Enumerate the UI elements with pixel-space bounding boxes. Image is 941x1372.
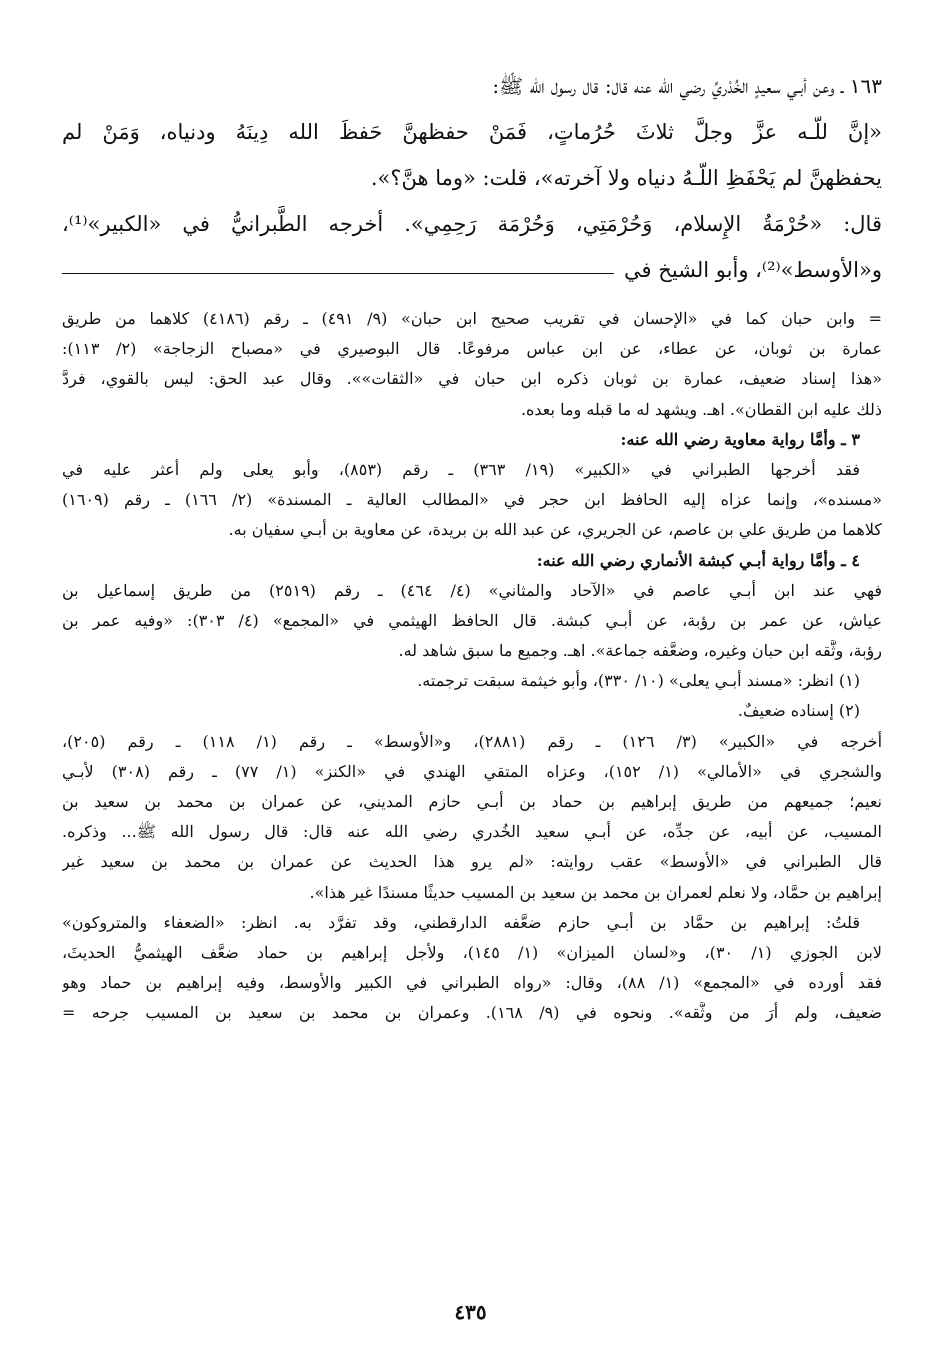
footnote-line: «هذا إسناد ضعيف، عمارة بن ثوبان ذكره ابن حبان في «الثقات»». وقال عبد الحق: ليس بالقوي، فردَّ [62,369,882,389]
page-number: ٤٣٥ [454,1300,487,1324]
footnote-line: = وابن حبان كما في «الإحسان في تقريب صحيح ابن حبان» (٩/ ٤٩١) ـ رقم (٤١٨٦) كلاهما من طريق [62,309,882,328]
footnote-line: «مسنده»، وإنما عزاه إليه الحافظ ابن حجر في «المطالب العالية ـ المسندة» (٢/ ١٦٦) ـ رقم (١٦٠٩) [62,490,882,510]
footnote-line: قلتُ: إبراهيم بن حمَّاد بن أبـي حازم ضعَّفه الدارقطني، وقد تفرَّد به. انظر: «الضعفاء والمتروكون» [62,912,860,932]
book-page [62,70,882,1360]
footnote-line: أخرجه في «الكبير» (٣/ ١٢٦) ـ رقم (٢٨٨١)، و«الأوسط» ـ رقم (١/ ١١٨) ـ رقم (٢٠٥)، [62,731,882,751]
footnote-line: فهي عند ابن أبـي عاصم في «الآحاد والمثاني» (٤/ ٤٦٤) ـ رقم (٢٥١٩) من طريق إسماعيل بن [62,580,882,600]
footnote-line: المسيب، عن أبيه، عن جدِّه، عن أبـي سعيد الخُدري رضي الله عنه قال: قال رسول الله ﷺ... وذكره. [62,822,882,842]
footnote-line: ذلك عليه ابن القطان». اهـ. ويشهد له ما قبله وما بعده. [520,399,882,419]
main-line-text: و«الأوسط»⁽²⁾، وأبو الشيخ في [624,258,882,282]
footnote-line: فقد أخرجها الطبراني في «الكبير» (١٩/ ٣٦٣) ـ رقم (٨٥٣)، وأبو يعلى ولم أعثر عليه في [62,459,861,479]
continuation-rule [62,273,614,274]
main-line: يحفظهنَّ لم يَحْفَظِ اللّـهُ دنياه ولا آخرته»، قلت: «وما هنَّ؟». [370,166,882,190]
main-line-last [62,254,882,286]
footnote-line: كلاهما من طريق علي بن عاصم، عن الجريري، عن عبد الله بن بريدة، عن معاوية بن أبـي سفيان به. [228,520,882,540]
main-line: «إنَّ للّـه عزَّ وجلَّ ثلاثَ حُرُماتٍ، فَمَنْ حفظهنَّ حَفظَ الله دِينَهُ ودنياه، وَمَنْ لم [62,120,882,144]
footnotes [62,308,882,1024]
main-line: قال: «حُرْمَةُ الإِسلام، وَحُرْمَتِي، وَحُرْمَة رَحِمِي». أخرجه الطَّبرانيُّ في «الكبير»⁽¹⁾، [62,212,882,236]
footnote-line: رؤبة، وثَّقه ابن حبان وغيره، وضعَّفه جماعة». اهـ. وجميع ما سبق شاهد له. [398,641,882,661]
footnote-line: عمارة بن ثوبان، عن عطاء، عن ابن عباس مرفوعًا. قال البوصيري في «مصباح الزجاجة» (٢/ ١١٣): [62,339,882,359]
footnote-line: لابن الجوزي (١/ ٣٠)، و«لسان الميزان» (١/ ١٤٥)، ولأجل إبراهيم بن حماد ضعَّف الهيثميُّ الحديثَ، [62,942,882,962]
footnote-marker-2: (٢) إسناده ضعيفٌ. [737,701,860,721]
footnote-line: فقد أورده في «المجمع» (١/ ٨٨)، وقال: «رواه الطبراني في الكبير والأوسط، وفيه إبراهيم بن حماد وهو [62,973,882,993]
main-line: ١٦٣ ـ وعن أبـي سعيدٍ الخُدْريِّ رضي الله عنه قال: قال رسول الله ﷺ: [492,74,882,98]
footnote-line: والشجري في «الأمالي» (١/ ١٥٢)، وعزاه المتقي الهندي في «الكنز» (١/ ٧٧) ـ رقم (٣٠٨) لأبـي [62,761,882,781]
footnote-line: إبراهيم بن حمَّاد، ولا نعلم لعمران بن محمد بن سعيد بن المسيب حديثًا مسندًا غير هذا». [309,882,882,902]
hadith-text [62,70,882,286]
footnote-line: ضعيف، ولم أرَ من وثَّقه». ونحوه في (٩/ ١٦٨). وعمران بن محمد بن سعيد بن المسيب جرحه = [62,1003,882,1023]
footnote-heading: ٤ ـ وأمَّا رواية أبـي كبشة الأنماري رضي الله عنه: [536,550,860,570]
footnote-marker-1: (١) انظر: «مسند أبـي يعلى» (١٠/ ٣٣٠)، وأبو خيثمة سبقت ترجمته. [417,671,860,691]
footnote-line: قال الطبراني في «الأوسط» عقب روايته: «لم يرو هذا الحديث عن عمران بن محمد بن سعيد غير [62,852,882,872]
footnote-line: نعيم؛ جميعهم من طريق إبراهيم بن حماد بن أبـي حازم المديني، عن عمران بن محمد بن سعيد بن [62,792,882,811]
footnote-line: عياش، عن عمر بن رؤبة، عن أبـي كبشة. قال الحافظ الهيثمي في «المجمع» (٤/ ٣٠٣): «وفيه عمر بن [62,610,882,630]
footnote-heading: ٣ ـ وأمَّا رواية معاوية رضي الله عنه: [620,429,860,449]
